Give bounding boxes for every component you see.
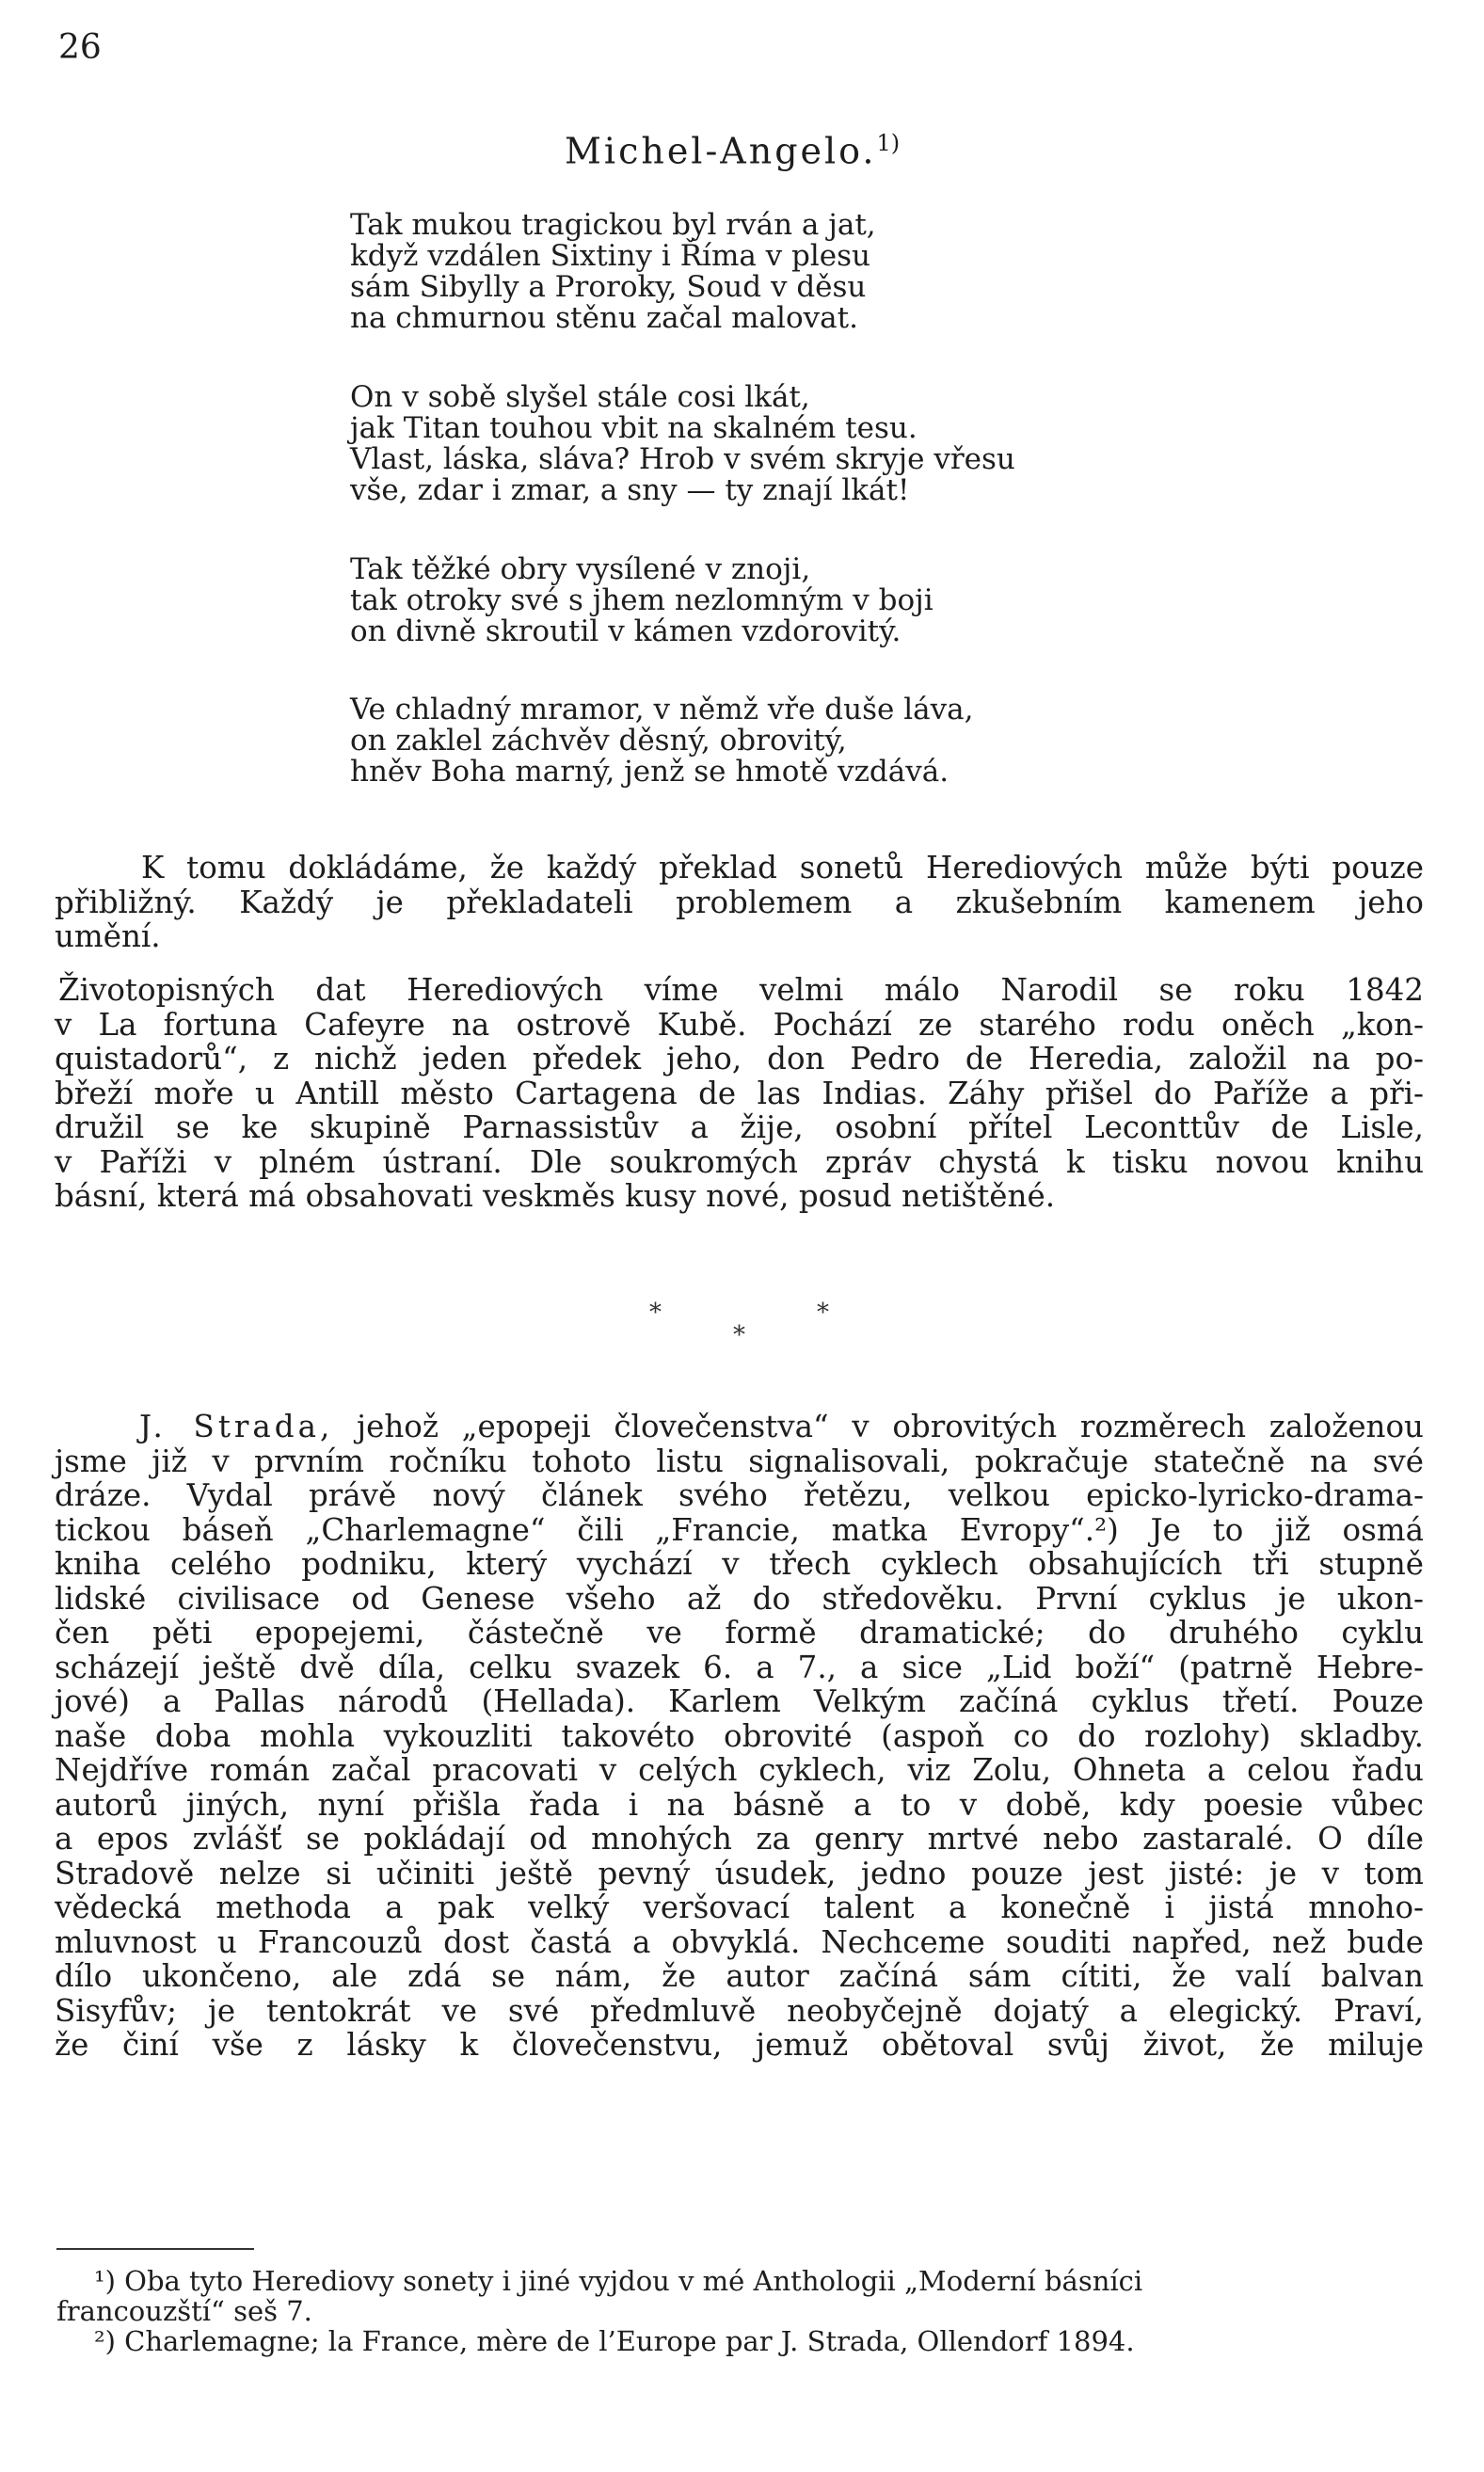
page-number: 26 bbox=[58, 28, 102, 67]
verse-line: on zaklel záchvěv děsný, obrovitý, bbox=[350, 724, 847, 758]
text-line: Životopisných dat Herediových víme velmi málo Narodil se roku 1842 bbox=[58, 972, 1424, 1008]
verse-line: vše, zdar i zmar, a sny — ty znají lkát! bbox=[350, 473, 910, 507]
text-line: dílo ukončeno, ale zdá se nám, že autor začíná sám cítiti, že valí balvan bbox=[55, 1958, 1424, 1994]
text-line: břeží moře u Antill město Cartagena de las Indias. Záhy přišel do Paříže a při- bbox=[55, 1075, 1424, 1111]
verse-line: Ve chladný mramor, v němž vře duše láva, bbox=[350, 693, 974, 726]
text-line: dráze. Vydal právě nový článek svého řetězu, velkou epicko-lyricko-drama- bbox=[55, 1477, 1424, 1513]
text-line: že činí vše z lásky k človečenstvu, jemuž obětoval svůj život, že miluje bbox=[55, 2027, 1424, 2063]
verse-line: když vzdálen Sixtiny i Říma v plesu bbox=[350, 239, 871, 273]
text-line-rest: jehož „epopeji človečenstva“ v obrovitých rozměrech založenou bbox=[357, 1409, 1424, 1444]
verse-line: Tak těžké obry vysílené v znoji, bbox=[350, 552, 811, 586]
text-line: jové) a Pallas národů (Hellada). Karlem Velkým začíná cyklus třetí. Pouze bbox=[55, 1683, 1424, 1719]
text-line: Stradově nelze si učiniti ještě pevný úsudek, jedno pouze jest jisté: je v tom bbox=[55, 1855, 1424, 1891]
verse-line: Vlast, láska, sláva? Hrob v svém skryje vřesu bbox=[350, 442, 1015, 476]
text-line: básní, která má obsahovati veskměs kusy nové, posud netištěné. bbox=[55, 1178, 1056, 1214]
poem-title-footnote-marker: 1) bbox=[876, 130, 901, 156]
footnote-marker: ²) bbox=[94, 2325, 116, 2357]
text-line: quistadorů“, z nichž jeden předek jeho, don Pedro de Heredia, založil na po- bbox=[55, 1041, 1424, 1077]
poem-stanza-3 bbox=[350, 554, 1423, 647]
paragraph-translation-note bbox=[55, 851, 1424, 954]
verse-line: On v sobě slyšel stále cosi lkát, bbox=[350, 380, 810, 414]
text-line: autorů jiných, nyní přišla řada i na básně a to v době, kdy poesie vůbec bbox=[55, 1786, 1424, 1823]
poem-title bbox=[565, 130, 900, 172]
text-line: v Paříži v plném ústraní. Dle soukromých zpráv chystá k tisku novou knihu bbox=[55, 1143, 1424, 1180]
footnote-line bbox=[94, 2266, 1421, 2296]
footnote-marker: ¹) bbox=[94, 2265, 116, 2297]
footnote-line: francouzští“ seš 7. bbox=[56, 2295, 312, 2327]
text-line: lidské civilisace od Genese všeho až do středověku. První cyklus je ukon- bbox=[55, 1580, 1424, 1617]
text-line: družil se ke skupině Parnassistův a žije, osobní přítel Leconttův de Lisle, bbox=[55, 1109, 1424, 1145]
text-line: kniha celého podniku, který vychází v třech cyklech obsahujících tři stupně bbox=[55, 1546, 1424, 1582]
text-line bbox=[55, 1410, 1424, 1444]
paragraph-biography bbox=[55, 973, 1424, 1214]
poem-stanza-1 bbox=[350, 210, 1423, 334]
footnote-2 bbox=[94, 2326, 1421, 2356]
asterisk-mark: * bbox=[817, 1299, 829, 1327]
verse-line: on divně skroutil v kámen vzdorovitý. bbox=[350, 614, 902, 648]
asterisk-mark: * bbox=[649, 1299, 662, 1327]
verse-line: sám Sibylly a Proroky, Soud v děsu bbox=[350, 270, 867, 304]
poem-stanza-2 bbox=[350, 382, 1423, 506]
text-line: a epos zvlášť se pokládají od mnohých za genry mrtvé nebo zastaralé. O díle bbox=[55, 1821, 1424, 1857]
verse-line: hněv Boha marný, jenž se hmotě vzdává. bbox=[350, 755, 949, 789]
poem-title-text: Michel-Angelo. bbox=[565, 130, 877, 172]
footnote-line bbox=[94, 2326, 1421, 2356]
text-line: čen pěti epopejemi, částečně ve formě dramatické; do druhého cyklu bbox=[55, 1615, 1424, 1651]
verse-line: tak otroky své s jhem nezlomným v boji bbox=[350, 583, 933, 617]
verse-line: Tak mukou tragickou byl rván a jat, bbox=[350, 208, 876, 242]
footnote-1 bbox=[56, 2265, 1421, 2327]
text-line: K tomu dokládáme, že každý překlad sonetů Herediových může býti pouze bbox=[141, 850, 1424, 885]
verse-line: na chmurnou stěnu začal malovat. bbox=[350, 301, 858, 335]
author-name: J. Strada, bbox=[139, 1409, 334, 1444]
footnote-text: Oba tyto Herediovy sonety i jiné vyjdou v mé Anthologii „Moderní básníci bbox=[124, 2265, 1143, 2297]
text-line: Nejdříve román začal pracovati v celých cyklech, viz Zolu, Ohneta a celou řadu bbox=[55, 1752, 1424, 1788]
asterisk-mark: * bbox=[733, 1321, 745, 1349]
text-line: scházejí ještě dvě díla, celku svazek 6. a 7., a sice „Lid boží“ (patrně Hebre- bbox=[55, 1649, 1424, 1685]
paragraph-strada bbox=[55, 1410, 1424, 2063]
verse-line: jak Titan touhou vbit na skalném tesu. bbox=[350, 411, 918, 445]
text-line: přibližný. Každý je překladateli problemem a zkušebním kamenem jeho bbox=[55, 884, 1424, 920]
text-line: umění. bbox=[55, 918, 161, 954]
footnote-divider bbox=[56, 2248, 254, 2250]
text-line: vědecká methoda a pak velký veršovací talent a konečně i jistá mnoho- bbox=[55, 1890, 1424, 1925]
text-line: mluvnost u Francouzů dost častá a obvyklá. Nechceme souditi napřed, než bude bbox=[55, 1923, 1424, 1960]
text-line: naše doba mohla vykouzliti takovéto obrovité (aspoň co do rozlohy) skladby. bbox=[55, 1717, 1424, 1754]
footnotes bbox=[56, 2265, 1421, 2357]
poem-stanza-4 bbox=[350, 694, 1423, 788]
text-line: jsme již v prvním ročníku tohoto listu signalisovali, pokračuje statečně na své bbox=[55, 1443, 1424, 1479]
text-line: v La fortuna Cafeyre na ostrově Kubě. Pochází ze starého rodu oněch „kon- bbox=[55, 1006, 1424, 1043]
text-line: Sisyfův; je tentokrát ve své předmluvě neobyčejně dojatý a elegický. Praví, bbox=[55, 1992, 1424, 2029]
text-line: tickou báseň „Charlemagne“ čili „Francie, matka Evropy“.²) Je to již osmá bbox=[55, 1511, 1424, 1548]
footnote-text: Charlemagne; la France, mère de l’Europe par J. Strada, Ollendorf 1894. bbox=[124, 2325, 1135, 2357]
